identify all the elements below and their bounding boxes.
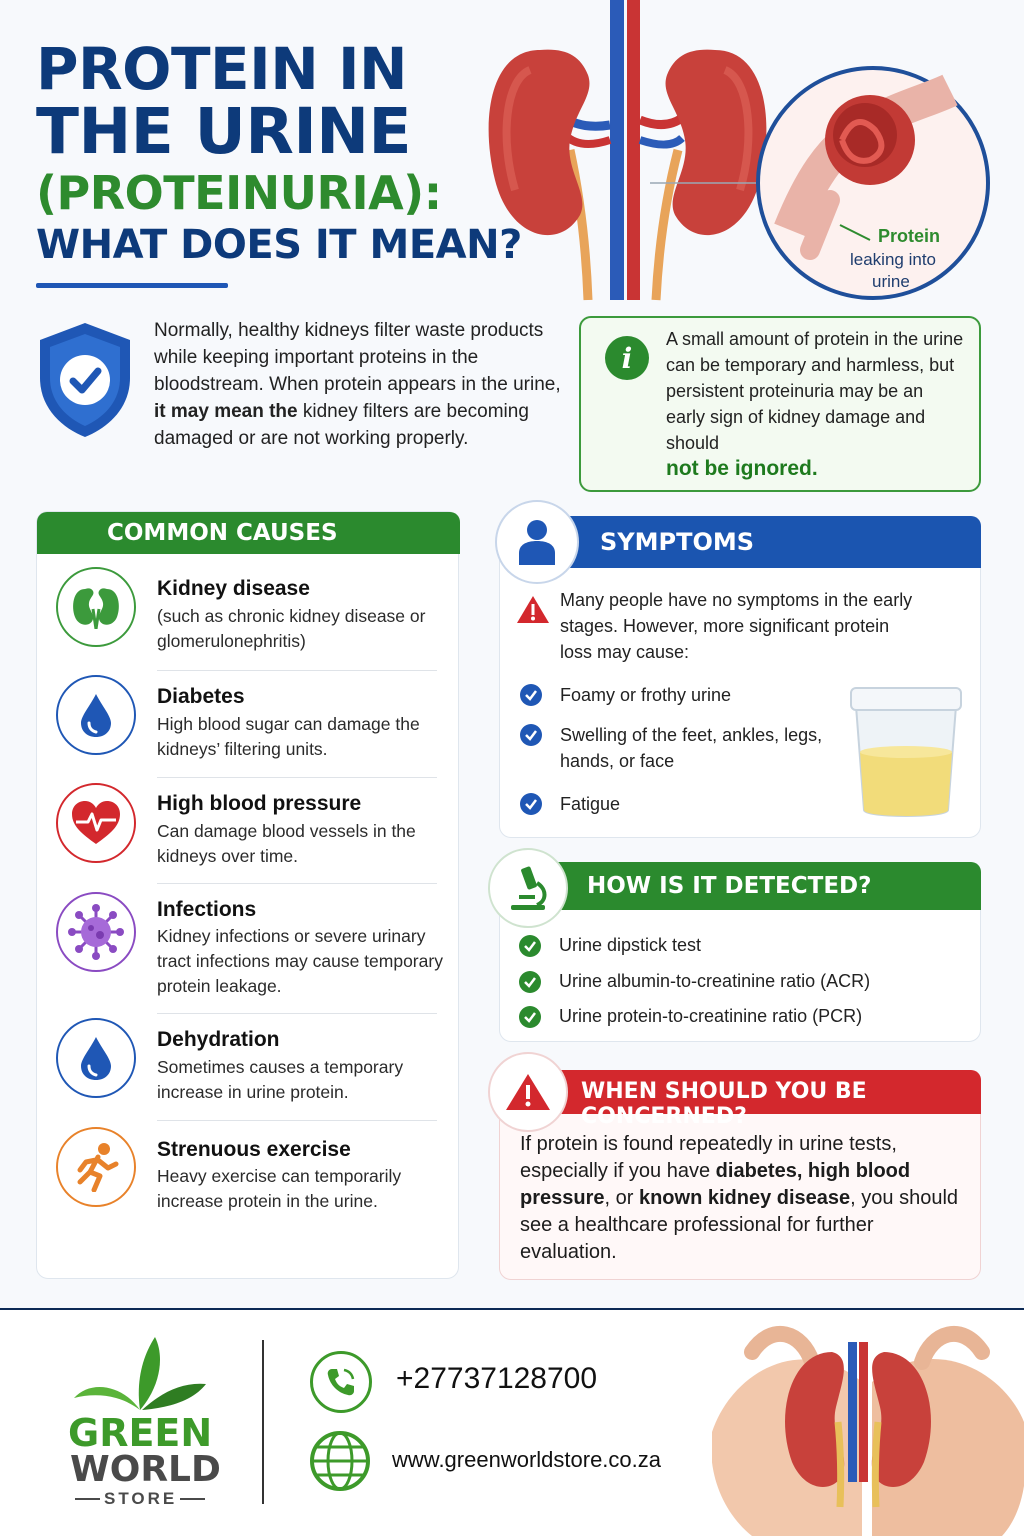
website-link[interactable]: www.greenworldstore.co.za <box>392 1447 662 1472</box>
phone-icon[interactable] <box>310 1351 372 1413</box>
cause-title-diabetes: Diabetes <box>157 685 245 708</box>
intro-paragraph: Normally, healthy kidneys filter waste products while keeping important proteins in the bloodstream. When protein appears in the urine, it may mean the kidney filters are becoming damaged or are not working properly. <box>154 320 561 449</box>
runner-icon <box>56 1127 136 1207</box>
detection-item: Urine albumin-to-creatinine ratio (ACR) <box>559 971 871 991</box>
divider <box>157 883 437 884</box>
water-drop-icon <box>56 1018 136 1098</box>
person-icon <box>495 500 579 584</box>
urine-cup-illustration <box>848 682 964 824</box>
cause-desc-strenuous-exercise: Heavy exercise can temporarily increase protein in the urine. <box>157 1166 402 1211</box>
info-icon: i <box>605 336 649 380</box>
brand-name-store: STORE <box>104 1489 178 1508</box>
footer-divider <box>262 1340 264 1504</box>
title-line-2: THE URINE <box>36 95 412 168</box>
cause-desc-kidney-disease: (such as chronic kidney disease or glomerulonephritis) <box>157 606 426 651</box>
detection-item: Urine protein-to-creatinine ratio (PCR) <box>559 1006 863 1026</box>
check-icon <box>520 793 542 815</box>
brand-name-world: WORLD <box>70 1449 221 1490</box>
brand-name-green: GREEN <box>68 1411 213 1455</box>
heart-pulse-icon <box>56 783 136 863</box>
title-line-4: WHAT DOES IT MEAN? <box>36 222 522 268</box>
blood-drop-icon <box>56 675 136 755</box>
check-icon <box>519 971 541 993</box>
symptoms-header: SYMPTOMS <box>537 516 981 568</box>
causes-header: COMMON CAUSES <box>37 512 460 554</box>
divider <box>157 1120 437 1121</box>
microscope-icon <box>488 848 568 928</box>
leaf-logo-icon <box>70 1332 210 1412</box>
detection-header: HOW IS IT DETECTED? <box>537 862 981 910</box>
concern-header: WHEN SHOULD YOU BE CONCERNED? <box>537 1070 981 1114</box>
kidney-illustration <box>470 0 1024 305</box>
title-line-3: (PROTEINURIA): <box>36 166 442 220</box>
shield-check-icon <box>36 320 134 440</box>
cause-title-infections: Infections <box>157 898 257 921</box>
kidney-icon <box>56 567 136 647</box>
diagram-label-protein: Protein <box>878 226 941 246</box>
detection-item: Urine dipstick test <box>559 935 702 955</box>
divider <box>157 777 437 778</box>
symptom-item: Swelling of the feet, ankles, legs, hands, or face <box>560 725 823 771</box>
symptom-item: Fatigue <box>560 794 621 814</box>
hands-holding-kidneys-illustration <box>712 1312 1024 1536</box>
warning-icon <box>516 594 550 624</box>
cause-title-kidney-disease: Kidney disease <box>157 577 310 600</box>
divider <box>157 1013 437 1014</box>
check-icon <box>520 724 542 746</box>
brand-rule-left <box>75 1498 100 1500</box>
virus-icon <box>56 892 136 972</box>
globe-icon[interactable] <box>308 1429 372 1493</box>
cause-desc-diabetes: High blood sugar can damage the kidneys’ filtering units. <box>157 714 420 759</box>
cause-title-strenuous-exercise: Strenuous exercise <box>157 1138 351 1161</box>
symptom-item: Foamy or frothy urine <box>560 685 732 705</box>
alert-icon <box>488 1052 568 1132</box>
check-icon <box>520 684 542 706</box>
cause-title-dehydration: Dehydration <box>157 1028 280 1051</box>
diagram-label-leaking: leaking into <box>850 250 937 269</box>
check-icon <box>519 1006 541 1028</box>
info-strong: not be ignored. <box>666 457 818 480</box>
title-underline <box>36 283 228 288</box>
concern-paragraph: If protein is found repeatedly in urine tests, especially if you have diabetes, high blood pressure, or known kidney disease, you should see a healthcare professional for further evaluation. <box>520 1133 959 1263</box>
cause-title-high-blood-pressure: High blood pressure <box>157 792 362 815</box>
diagram-label-urine: urine <box>872 272 910 291</box>
cause-desc-dehydration: Sometimes causes a temporary increase in urine protein. <box>157 1057 404 1102</box>
brand-rule-right <box>180 1498 205 1500</box>
info-box <box>579 316 981 492</box>
divider <box>157 670 437 671</box>
cause-desc-infections: Kidney infections or severe urinary tract infections may cause temporary protein leakage. <box>157 926 443 996</box>
cause-desc-high-blood-pressure: Can damage blood vessels in the kidneys over time. <box>157 821 416 866</box>
title-line-1: PROTEIN IN <box>36 35 408 103</box>
phone-number[interactable]: +27737128700 <box>396 1362 598 1395</box>
info-text: A small amount of protein in the urine can be temporary and harmless, but persistent proteinuria may be an early sign of kidney damage and should not be ignored. <box>666 326 966 482</box>
check-icon <box>519 935 541 957</box>
symptoms-intro: Many people have no symptoms in the early stages. However, more significant protein loss may cause: <box>560 590 913 662</box>
